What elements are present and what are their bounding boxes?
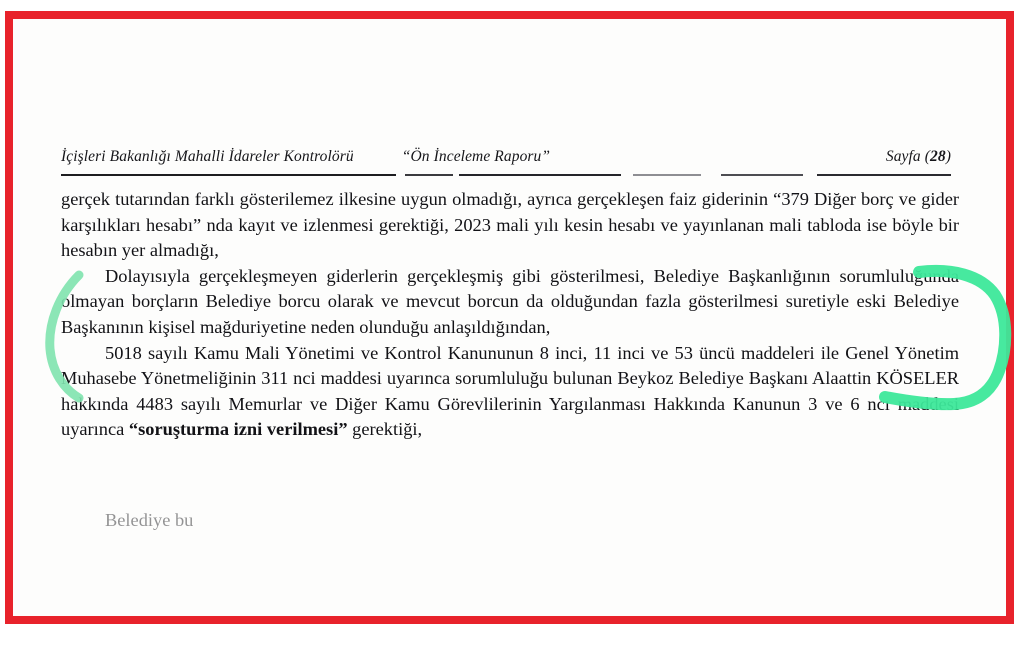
paragraph-3-bold-phrase: “soruşturma izni verilmesi” bbox=[128, 419, 348, 440]
page-number: 28 bbox=[930, 148, 946, 165]
paragraph-1: gerçek tutarından farklı gösterilemez ilkesine uygun olmadığı, ayrıca gerçekleşen faiz giderinin “379 Diğer borç ve gider karşılıkları hesabı” nda kayıt ve izlenmesi gerektiği, 2023 mali yılı kesin hesabı ve yayınlanan mali tabloda ise böyle bir hesabın yer almadığı, bbox=[61, 189, 959, 261]
paragraph-3-text-after-bold: gerektiği, bbox=[347, 419, 423, 440]
header-report-title: “Ön İnceleme Raporu” bbox=[401, 148, 551, 165]
document-body bbox=[61, 187, 959, 443]
header-institution: İçişleri Bakanlığı Mahalli İdareler Kontrolörü bbox=[61, 148, 354, 165]
header-underline-rule bbox=[61, 174, 951, 176]
paragraph-3 bbox=[61, 341, 959, 443]
clipped-bottom-line-text: Belediye bu bbox=[105, 510, 194, 530]
scanned-document-page bbox=[13, 19, 1006, 616]
clipped-bottom-line bbox=[61, 510, 621, 533]
document-header bbox=[61, 148, 951, 174]
page-label: Sayfa ( bbox=[885, 148, 931, 165]
page-label-close: ) bbox=[945, 148, 951, 165]
header-page-indicator bbox=[886, 148, 951, 166]
paragraph-3-text-before-bold: 5018 sayılı Kamu Mali Yönetimi ve Kontrol Kanununun 8 inci, 11 inci ve 53 üncü maddeleri ile Genel Yönetim Muhasebe Yönetmeliğinin 311 nci maddesi uyarınca sorumluluğu bulunan Beykoz Belediye Başkanı Alaattin KÖSELER hakkında 4483 sayılı Memurlar ve Diğer Kamu Görevlilerinin Yargılanması Hakkında Kanunun 3 ve 6 ncı maddesi uyarınca bbox=[61, 342, 959, 440]
paragraph-2: Dolayısıyla gerçekleşmeyen giderlerin gerçekleşmiş gibi gösterilmesi, Belediye Başkanlığının sorumluluğunda olmayan borçların Belediye borcu olarak ve mevcut borcun da olduğundan fazla gösterilmesi suretiyle eski Belediye Başkanının kişisel mağduriyetine neden olunduğu anlaşıldığından, bbox=[61, 265, 959, 337]
